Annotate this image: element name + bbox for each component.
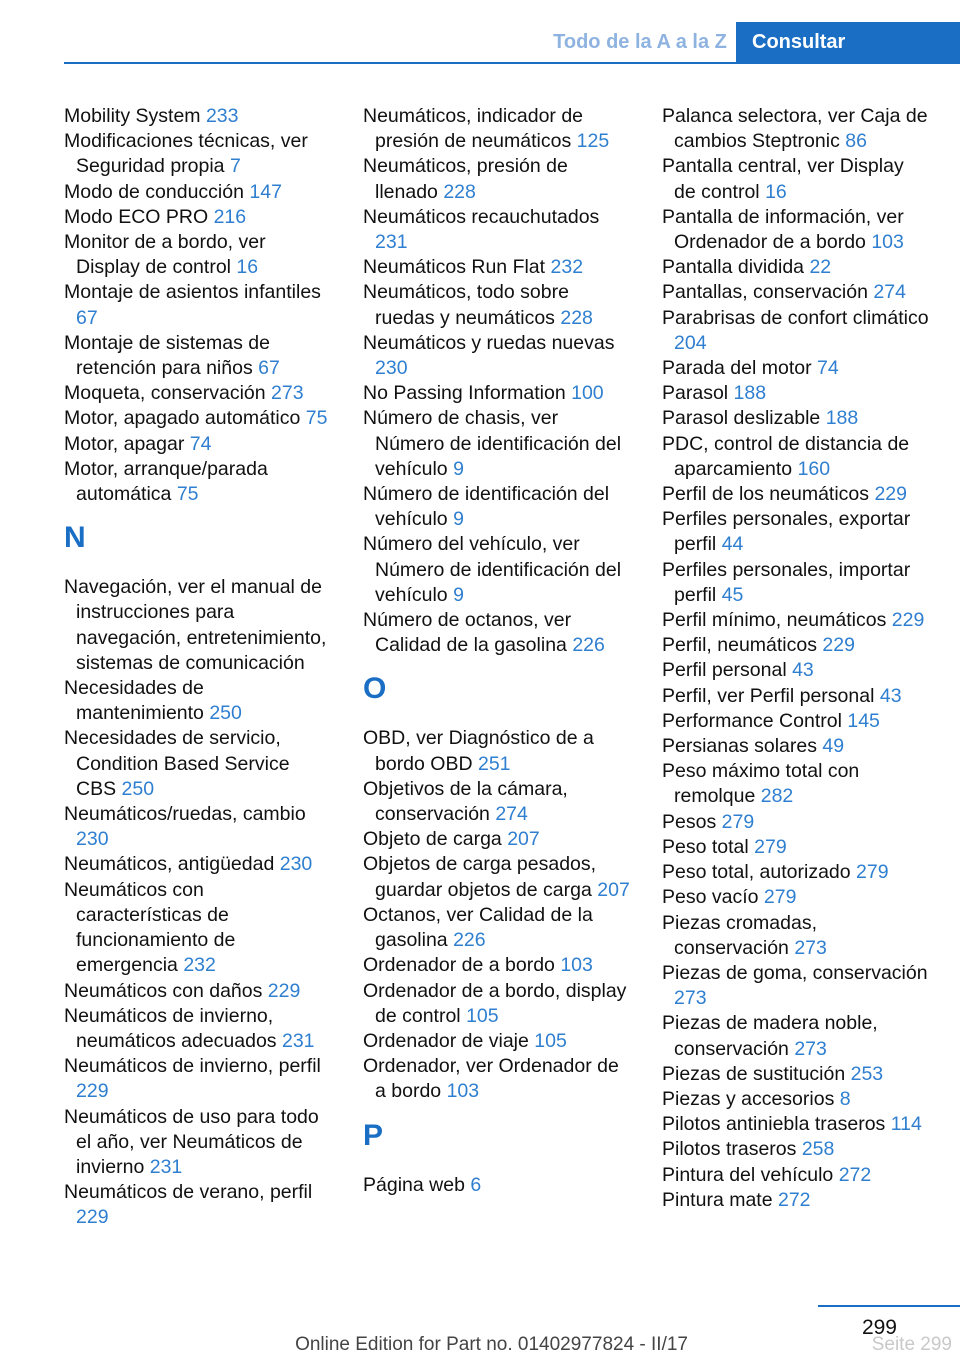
index-entry-text: Página web (363, 1173, 465, 1196)
page-reference-link[interactable]: 105 (534, 1029, 567, 1052)
page-reference-link[interactable]: 103 (871, 231, 904, 254)
index-entry-text: No Passing Information (363, 382, 566, 405)
index-entry (363, 608, 631, 658)
index-entry-text: Ordenador de a bordo, display de control (363, 979, 627, 1027)
page-reference-link[interactable]: 9 (453, 457, 464, 480)
index-entry-text: Número de octanos, ver Calidad de la gasolina (363, 609, 572, 657)
index-entry-text: Pintura del vehículo (662, 1163, 834, 1186)
page-reference-link[interactable]: 282 (760, 785, 794, 808)
index-entry-text: Neumáticos Run Flat (363, 256, 546, 279)
page-reference-link[interactable]: 100 (571, 382, 604, 405)
index-entry (64, 1105, 332, 1181)
page-reference-link[interactable]: 67 (76, 306, 98, 329)
index-entry-text: Modo de conducción (64, 180, 244, 203)
page-reference-link[interactable]: 251 (477, 752, 511, 775)
watermark: Seite 299 (871, 1334, 952, 1355)
page-reference-link[interactable]: 231 (149, 1155, 183, 1178)
index-entry-text: Octanos, ver Calidad de la gasolina (363, 903, 593, 952)
header-tabs (544, 22, 960, 62)
page-reference-link[interactable]: 232 (183, 954, 216, 977)
index-entry-text: Monitor de a bordo, ver Display de control (64, 231, 266, 279)
page-reference-link[interactable]: 43 (879, 684, 902, 707)
page-reference-link[interactable]: 75 (176, 483, 199, 506)
index-entry-text: Pesos (662, 810, 717, 833)
page-reference-link[interactable]: 231 (375, 231, 408, 254)
index-entry (363, 777, 631, 827)
index-entry (363, 1173, 631, 1198)
index-entry-text: Perfil, neumáticos (662, 634, 817, 657)
index-entry (363, 903, 631, 953)
index-entry (64, 230, 332, 280)
index-entry-text: Número de identificación del vehículo (363, 483, 610, 531)
page-reference-link[interactable]: 6 (470, 1173, 482, 1196)
index-entry-text: Piezas de sustitución (662, 1062, 846, 1085)
index-entry (363, 482, 631, 532)
page-reference-link[interactable]: 229 (76, 1080, 109, 1103)
index-entry (662, 558, 930, 608)
index-entry (363, 381, 631, 406)
index-entry (64, 726, 332, 802)
page-reference-link[interactable]: 272 (777, 1188, 811, 1211)
page-reference-link[interactable]: 44 (721, 533, 744, 556)
page-reference-link[interactable]: 74 (817, 357, 839, 380)
index-entry-text: Peso máximo total con remolque (662, 760, 860, 808)
index-entry-text: Pilotos traseros (662, 1138, 797, 1161)
page-reference-link[interactable]: 7 (229, 155, 241, 178)
index-entry-text: Peso total (662, 835, 749, 858)
index-entry (662, 684, 930, 709)
index-entry-text: Montaje de sistemas de retención para niños (64, 331, 270, 380)
index-entry (662, 356, 930, 381)
index-entry-text: Persianas solares (662, 735, 817, 758)
index-entry-text: Objetos de carga pesados, guardar objetos de carga (363, 853, 597, 901)
index-entry-text: Motor, apagado automático (64, 407, 301, 430)
index-entry (662, 860, 930, 885)
index-entry (64, 1054, 332, 1104)
index-entry (64, 331, 332, 381)
index-entry-text: Neumáticos con daños (64, 979, 263, 1002)
index-entry (64, 457, 332, 507)
index-entry (662, 810, 930, 835)
index-column-1 (64, 104, 332, 1231)
page-reference-link[interactable]: 250 (209, 702, 242, 725)
page-reference-link[interactable]: 273 (674, 987, 707, 1010)
index-entry (662, 1062, 930, 1087)
index-entry (662, 255, 930, 280)
section-letter: N (64, 521, 86, 555)
index-entry-text: Montaje de asientos infantiles (64, 281, 321, 304)
index-entry-text: Pantallas, conservación (662, 281, 868, 304)
page-reference-link[interactable]: 207 (597, 878, 630, 901)
index-entry-text: Modo ECO PRO (64, 205, 209, 228)
page-reference-link[interactable]: 216 (213, 205, 247, 228)
section-tab[interactable]: Todo de la A a la Z (553, 31, 727, 53)
page-reference-link[interactable]: 229 (267, 979, 301, 1002)
index-entry (662, 1163, 930, 1188)
index-entry-text: Neumáticos, presión de llenado (363, 155, 568, 203)
page-reference-link[interactable]: 231 (281, 1029, 315, 1052)
index-entry-text: Neumáticos, indicador de presión de neumáticos (363, 105, 584, 153)
index-entry-text: Peso total, autorizado (662, 861, 851, 884)
index-entry (662, 885, 930, 910)
index-entry-text: Pantalla de información, ver Ordenador de a bordo (662, 205, 904, 254)
page-reference-link[interactable]: 114 (890, 1113, 922, 1136)
index-entry-text: Performance Control (662, 709, 842, 732)
index-entry (363, 280, 631, 330)
page-reference-link[interactable]: 43 (792, 659, 814, 682)
index-entry-text: Palanca selectora, ver Caja de cambios Steptronic (662, 105, 928, 153)
index-entry-text: Perfil mínimo, neumáticos (662, 609, 887, 632)
index-entry (662, 709, 930, 734)
index-entry (64, 180, 332, 205)
index-entry (64, 979, 332, 1004)
index-entry (662, 1112, 930, 1137)
page-reference-link[interactable]: 67 (258, 357, 280, 380)
page-reference-link[interactable]: 22 (809, 256, 832, 279)
index-entry-text: Peso vacío (662, 886, 759, 909)
index-entry (662, 154, 930, 204)
index-entry (662, 381, 930, 406)
index-entry-text: Objetivos de la cámara, conservación (363, 777, 568, 826)
page-reference-link[interactable]: 9 (453, 508, 464, 531)
page-reference-link[interactable]: 230 (375, 357, 408, 380)
index-entry (64, 802, 332, 852)
page-reference-link[interactable]: 145 (847, 709, 880, 732)
page-number: 299 (861, 1316, 897, 1339)
index-entry (363, 979, 631, 1029)
index-entry-text: Pantalla dividida (662, 256, 805, 279)
page-reference-link[interactable]: 230 (76, 828, 109, 851)
index-entry (64, 1180, 332, 1230)
section-letter: P (363, 1118, 384, 1152)
index-entry (64, 381, 332, 406)
page-reference-link[interactable]: 228 (443, 180, 476, 203)
index-entry-text: Piezas y accesorios (662, 1087, 835, 1110)
page-reference-link[interactable]: 226 (453, 929, 486, 952)
index-entry-text: Perfil de los neumáticos (662, 483, 870, 506)
page-reference-link[interactable]: 232 (550, 256, 584, 279)
page-reference-link[interactable]: 147 (249, 180, 282, 203)
index-entry-text: Número del vehículo, ver Número de identificación del vehículo (363, 533, 622, 606)
index-entry-text: OBD, ver Diagnóstico de a bordo OBD (363, 727, 594, 775)
index-entry (662, 911, 930, 961)
active-tab[interactable]: Consultar (736, 22, 960, 62)
index-entry (64, 406, 332, 431)
index-entry-text: Piezas de goma, conservación (662, 961, 928, 984)
index-entry-text: Necesidades de servicio, Condition Based Service CBS (64, 727, 290, 800)
index-entry-text: Parasol deslizable (662, 407, 821, 430)
index-entry (64, 432, 332, 457)
page-reference-link[interactable]: 75 (305, 407, 328, 430)
index-entry-text: Neumáticos/ruedas, cambio (64, 803, 306, 826)
page-reference-link[interactable]: 204 (674, 331, 707, 354)
index-entry-text: Neumáticos con características de funcionamiento de emergencia (64, 878, 236, 977)
index-entry-text: PDC, control de distancia de aparcamiento (662, 432, 910, 480)
index-entry (363, 726, 631, 776)
index-entry-text: Neumáticos recauchutados (363, 205, 600, 228)
index-entry (662, 759, 930, 809)
page-reference-link[interactable]: 258 (801, 1138, 835, 1161)
index-entry (363, 406, 631, 482)
page-reference-link[interactable]: 250 (121, 777, 155, 800)
page-reference-link[interactable]: 103 (560, 954, 593, 977)
page-reference-link[interactable]: 274 (873, 281, 906, 304)
index-entry (363, 532, 631, 608)
page-reference-link[interactable]: 233 (205, 105, 239, 127)
index-entry-text: Neumáticos de invierno, neumáticos adecuados (64, 1004, 277, 1052)
index-entry-text: Pilotos antiniebla traseros (662, 1113, 886, 1136)
page-reference-link[interactable]: 274 (495, 803, 528, 826)
page-reference-link[interactable]: 125 (576, 130, 610, 153)
page-reference-link[interactable]: 273 (794, 1037, 827, 1060)
index-entry-text: Ordenador, ver Ordenador de a bordo (363, 1055, 619, 1103)
section-letter: O (363, 672, 387, 706)
index-entry (64, 852, 332, 877)
page-reference-link[interactable]: 279 (856, 861, 889, 884)
index-entry-text: Pantalla central, ver Display de control (662, 155, 904, 203)
index-entry (363, 1054, 631, 1104)
index-entry-text: Necesidades de mantenimiento (64, 677, 204, 725)
index-entry (64, 280, 332, 330)
index-entry (662, 306, 930, 356)
index-entry-text: Perfil personal (662, 659, 787, 682)
index-entry-text: Perfil, ver Perfil personal (662, 684, 875, 707)
page-reference-link[interactable]: 279 (721, 810, 755, 833)
page-reference-link[interactable]: 279 (763, 886, 797, 909)
page-reference-link[interactable]: 74 (189, 432, 212, 455)
index-entry (363, 827, 631, 852)
page-reference-link[interactable]: 229 (874, 483, 907, 506)
index-entry (64, 205, 332, 230)
index-entry (363, 104, 631, 154)
page-reference-link[interactable]: 272 (838, 1163, 872, 1186)
index-entry-text: Pintura mate (662, 1188, 773, 1211)
index-entry (64, 878, 332, 979)
header-rule (64, 62, 960, 64)
index-entry (363, 331, 631, 381)
index-entry-text: Neumáticos y ruedas nuevas (363, 331, 615, 354)
index-entry (662, 1087, 930, 1112)
index-entry (363, 1029, 631, 1054)
index-entry-text: Neumáticos, todo sobre ruedas y neumáticos (363, 281, 569, 329)
page-reference-link[interactable]: 229 (822, 634, 855, 657)
index-entry (64, 676, 332, 726)
index-entry-text: Neumáticos, antigüedad (64, 853, 275, 876)
page-reference-link[interactable]: 103 (446, 1080, 480, 1103)
page-reference-link[interactable]: 226 (572, 634, 605, 657)
index-entry-text: Parada del motor (662, 357, 812, 380)
page-reference-link[interactable]: 45 (721, 583, 744, 606)
index-entry (662, 104, 930, 154)
index-entry (64, 575, 332, 676)
index-entry-text: Perfiles personales, importar perfil (662, 558, 911, 606)
page-reference-link[interactable]: 49 (822, 735, 845, 758)
index-entry (662, 658, 930, 683)
footer-rule (818, 1305, 960, 1307)
index-entry (662, 507, 930, 557)
index-entry-text: Piezas cromadas, conservación (662, 911, 817, 959)
index-entry (363, 255, 631, 280)
index-entry (363, 852, 631, 902)
page-reference-link[interactable]: 228 (560, 306, 593, 329)
index-entry (64, 1004, 332, 1054)
page-reference-link[interactable]: 188 (825, 407, 859, 430)
page-reference-link[interactable]: 188 (733, 382, 767, 405)
page-reference-link[interactable]: 229 (891, 609, 925, 632)
page-reference-link[interactable]: 253 (850, 1062, 884, 1085)
index-entry-text: Parasol (662, 382, 729, 405)
page-reference-link[interactable]: 9 (453, 583, 464, 606)
index-entry-text: Motor, arranque/parada automática (64, 457, 268, 506)
page-reference-link[interactable]: 273 (794, 936, 827, 959)
edition-note: Online Edition for Part no. 01402977824 - II/17 (295, 1334, 688, 1355)
index-entry (662, 608, 930, 633)
index-entry-text: Número de chasis, ver Número de identificación del vehículo (363, 407, 622, 480)
index-entry (662, 432, 930, 482)
index-entry (662, 835, 930, 860)
page-reference-link[interactable]: 8 (839, 1087, 851, 1110)
page-reference-link[interactable]: 16 (236, 256, 259, 279)
index-entry-text: Moqueta, conservación (64, 382, 266, 405)
page-reference-link[interactable]: 230 (279, 853, 313, 876)
index-entry (662, 1188, 930, 1213)
index-entry (662, 734, 930, 759)
page-reference-link[interactable]: 273 (271, 382, 304, 405)
index-entry (363, 154, 631, 204)
page-reference-link[interactable]: 229 (76, 1206, 109, 1229)
index-entry-text: Perfiles personales, exportar perfil (662, 508, 911, 556)
page-reference-link[interactable]: 105 (466, 1004, 499, 1027)
index-entry-text: Motor, apagar (64, 432, 185, 455)
index-entry (662, 633, 930, 658)
index-entry-text: Ordenador de a bordo (363, 954, 555, 977)
index-entry-text: Neumáticos de verano, perfil (64, 1181, 313, 1204)
page-reference-link[interactable]: 16 (765, 180, 787, 203)
index-column-2 (363, 104, 631, 1198)
index-entry-text: Neumáticos de uso para todo el año, ver Neumáticos de invierno (64, 1105, 319, 1178)
index-entry (662, 406, 930, 431)
index-entry (662, 280, 930, 305)
index-entry (662, 1137, 930, 1162)
index-entry (662, 1011, 930, 1061)
index-entry (662, 482, 930, 507)
index-entry (64, 129, 332, 179)
index-entry-text: Navegación, ver el manual de instrucciones para navegación, entretenimiento, sistemas de comunicación (64, 576, 327, 674)
index-column-3 (662, 104, 930, 1213)
index-entry-text: Modificaciones técnicas, ver Seguridad propia (64, 130, 308, 178)
page-reference-link[interactable]: 279 (754, 835, 787, 858)
page-reference-link[interactable]: 207 (507, 828, 540, 851)
index-entry-text: Objeto de carga (363, 828, 502, 851)
index-entry-text: Ordenador de viaje (363, 1029, 529, 1052)
index-entry-text: Piezas de madera noble, conservación (662, 1012, 878, 1060)
index-entry-text: Neumáticos de invierno, perfil (64, 1055, 321, 1078)
index-entry (363, 953, 631, 978)
index-entry (662, 205, 930, 255)
index-entry (662, 961, 930, 1011)
index-entry-text: Mobility System (64, 105, 201, 127)
index-entry-text: Parabrisas de confort climático (662, 306, 929, 329)
index-entry (64, 104, 332, 129)
page-reference-link[interactable]: 86 (845, 130, 867, 153)
page-reference-link[interactable]: 160 (797, 457, 831, 480)
index-entry (363, 205, 631, 255)
